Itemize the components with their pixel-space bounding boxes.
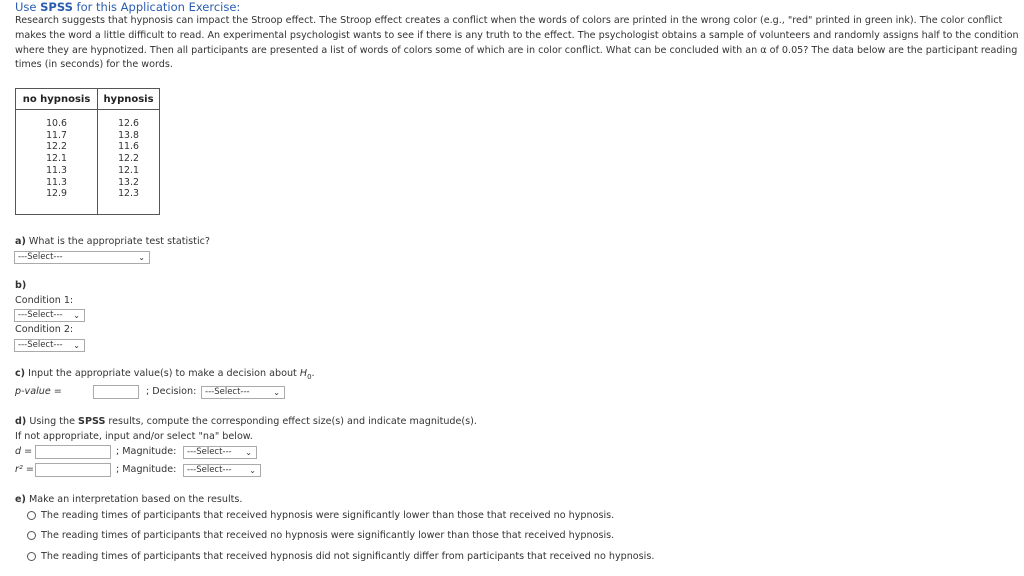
interpretation-option-2[interactable] (27, 528, 614, 542)
select-value: ---Select--- (205, 387, 250, 397)
part-c-text: Input the appropriate value(s) to make a decision about (28, 368, 300, 379)
decision-select[interactable] (201, 386, 285, 399)
table-cell: 12.2 (46, 141, 67, 153)
table-cell: 13.8 (118, 129, 139, 141)
header-suffix: for this Application Exercise: (72, 0, 241, 14)
select-value: ---Select--- (187, 447, 232, 457)
test-statistic-select[interactable] (14, 251, 150, 264)
part-c-question (15, 368, 315, 381)
interpretation-option-1[interactable] (27, 508, 614, 522)
table-cell: 12.1 (46, 153, 67, 165)
chevron-down-icon: ⌄ (73, 311, 80, 320)
part-c-period: . (311, 368, 315, 379)
part-d-question (15, 416, 477, 427)
exercise-header (15, 0, 240, 14)
part-d-note: If not appropriate, input and/or select "na" below. (15, 431, 253, 442)
d-label: d = (15, 446, 33, 457)
h0-subscript: 0 (307, 372, 312, 381)
r2-input[interactable] (35, 463, 111, 477)
header-software: SPSS (40, 0, 73, 14)
select-value: ---Select--- (187, 465, 232, 475)
part-d-text-post: results, compute the corresponding effect size(s) and indicate magnitude(s). (105, 416, 477, 427)
interpretation-option-3[interactable] (27, 549, 654, 563)
magnitude-select-1[interactable] (183, 446, 257, 459)
radio-button[interactable] (27, 511, 36, 520)
part-e-label: e) (15, 494, 26, 505)
h0-symbol: H (299, 368, 308, 379)
magnitude-label-1: ; Magnitude: (116, 446, 177, 457)
condition-1-label: Condition 1: (15, 295, 74, 306)
intro-text: Research suggests that hypnosis can impact the Stroop effect. The Stroop effect creates a conflict when the words of colors are printed in the wrong color (e.g., "red" printed in green ink). The color conflict makes the word a little difficult to read. An experimental psychologist wants to see if there is any truth to the effect. The psychologist obtains a sample of volunteers and randomly assigns half to the condition where they are hypnotized. Then all participants are presented a list of words of colors some of which are in color conflict. What can be concluded with an α of 0.05? The data below are the participant reading times (in seconds) for the words. (15, 15, 1019, 71)
table-cell: 12.9 (46, 188, 67, 200)
pvalue-input[interactable] (93, 385, 139, 399)
d-input[interactable] (35, 445, 111, 459)
part-e-question (15, 494, 242, 505)
select-value: ---Select--- (18, 310, 63, 320)
data-table (15, 88, 160, 215)
header-prefix: Use (15, 0, 41, 14)
select-value: ---Select--- (18, 340, 63, 350)
decision-label: ; Decision: (146, 386, 197, 397)
table-cell: 13.2 (118, 176, 139, 188)
condition-1-select[interactable] (14, 309, 85, 322)
condition-2-label: Condition 2: (15, 324, 74, 335)
col-header-no-hypnosis: no hypnosis (16, 89, 98, 110)
table-cell: 12.3 (118, 188, 139, 200)
table-cell: 11.7 (46, 129, 67, 141)
col-header-hypnosis: hypnosis (98, 89, 160, 110)
chevron-down-icon: ⌄ (249, 466, 256, 475)
option-label: The reading times of participants that received hypnosis did not significantly differ from participants that received no hypnosis. (41, 550, 655, 562)
radio-button[interactable] (27, 531, 36, 540)
part-e-text: Make an interpretation based on the results. (28, 494, 243, 505)
table-cell: 12.6 (118, 118, 139, 129)
part-a-question (15, 236, 210, 247)
magnitude-select-2[interactable] (183, 464, 261, 477)
part-a-label: a) (15, 236, 26, 247)
chevron-down-icon: ⌄ (73, 341, 80, 350)
radio-button[interactable] (27, 552, 36, 561)
option-label: The reading times of participants that received hypnosis were significantly lower than those that received no hypnosis. (41, 509, 615, 521)
col-hypnosis-values (98, 110, 160, 215)
col-no-hypnosis-values (16, 110, 98, 215)
part-b-label-text: b) (15, 280, 27, 291)
part-c-label: c) (15, 368, 26, 379)
pvalue-label: p-value = (15, 386, 62, 397)
table-cell: 12.1 (118, 164, 139, 176)
part-a-text: What is the appropriate test statistic? (28, 236, 210, 247)
chevron-down-icon: ⌄ (245, 448, 252, 457)
part-d-text-pre: Using the (29, 416, 79, 427)
table-cell: 11.3 (46, 164, 67, 176)
r2-label: r² = (15, 464, 34, 475)
table-cell: 10.6 (46, 118, 67, 129)
part-d-software: SPSS (78, 416, 106, 427)
table-cell: 12.2 (118, 153, 139, 165)
table-cell: 11.3 (46, 176, 67, 188)
select-value: ---Select--- (18, 252, 63, 262)
part-d-label: d) (15, 416, 27, 427)
table-cell: 11.6 (118, 141, 139, 153)
chevron-down-icon: ⌄ (138, 253, 145, 262)
magnitude-label-2: ; Magnitude: (116, 464, 177, 475)
part-b-label (15, 280, 26, 291)
option-label: The reading times of participants that received no hypnosis were significantly lower than those that received hypnosis. (41, 529, 615, 541)
condition-2-select[interactable] (14, 339, 85, 352)
chevron-down-icon: ⌄ (273, 388, 280, 397)
